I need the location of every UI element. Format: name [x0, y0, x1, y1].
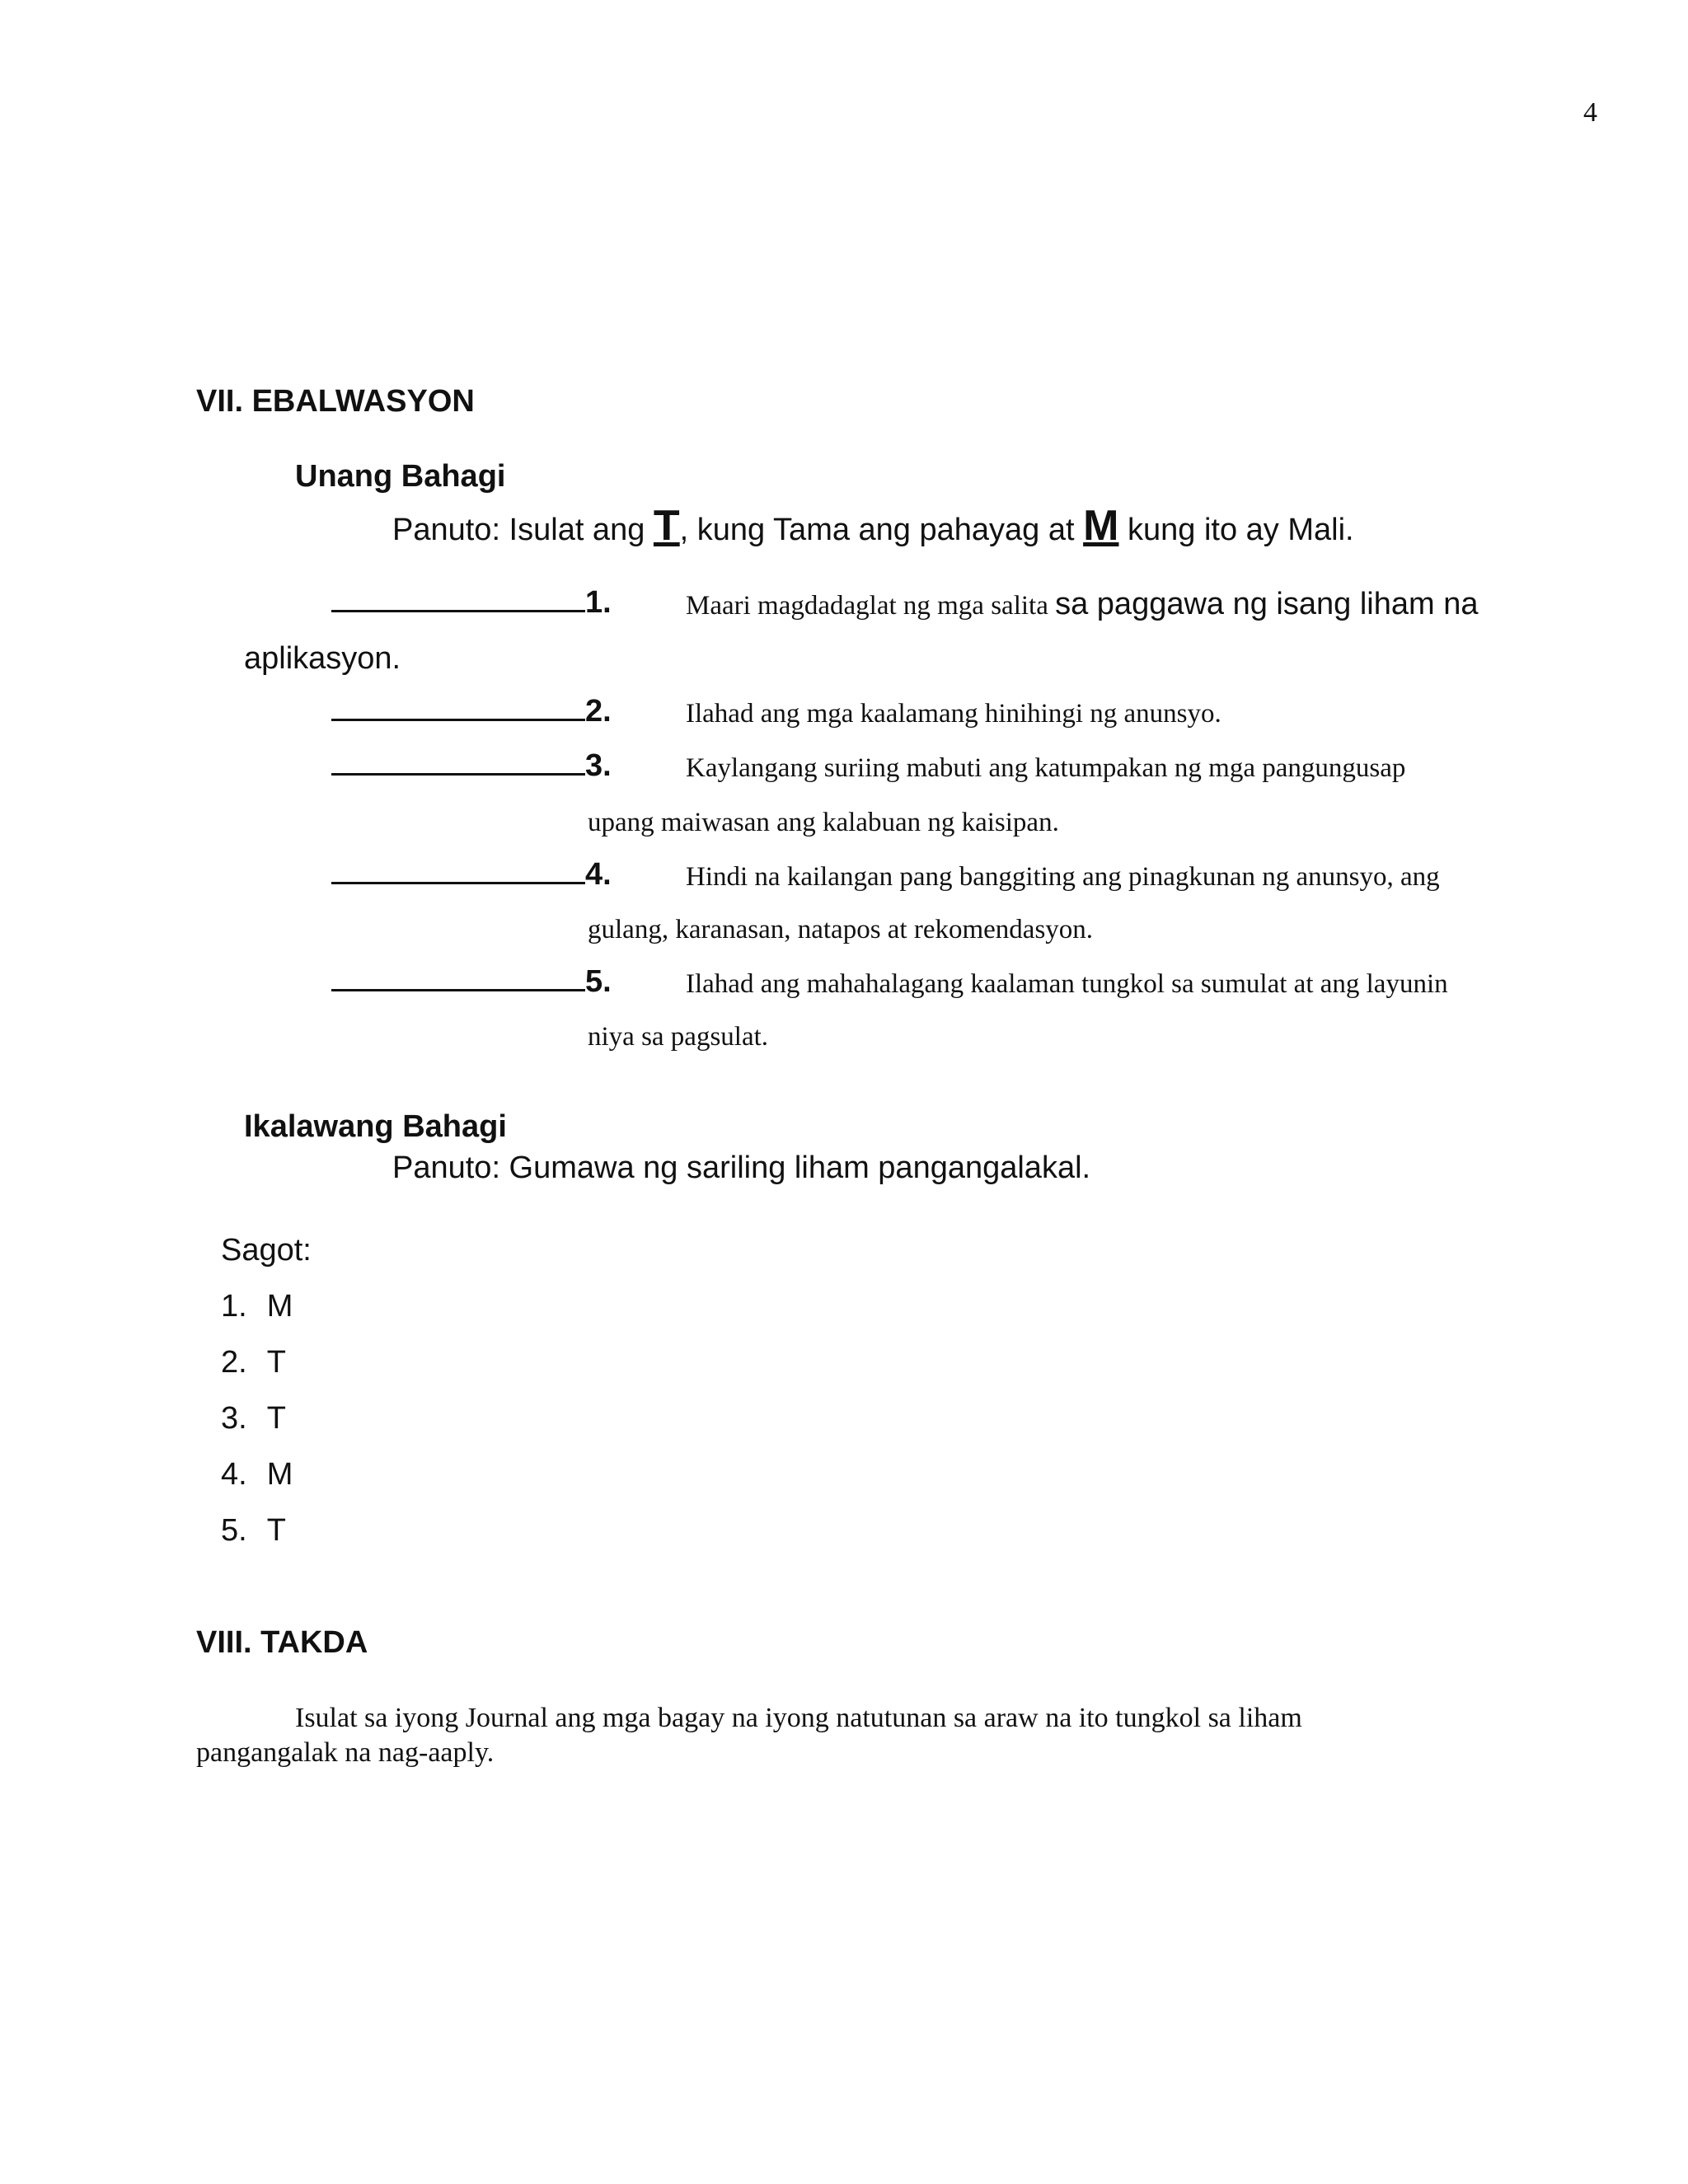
answer-item [221, 1457, 293, 1493]
answer-blank[interactable] [331, 609, 585, 612]
answer-number: 3. [221, 1401, 247, 1436]
item-number: 1. [585, 585, 612, 620]
item-text-serif: Maari magdadaglat ng mga salita [686, 591, 1056, 621]
part1-directions [392, 501, 1354, 551]
answers-label: Sagot: [221, 1233, 312, 1268]
answer-number: 2. [221, 1345, 247, 1380]
item-1-text [686, 587, 1478, 622]
answer-value: M [266, 1457, 293, 1492]
item-5 [331, 964, 612, 1000]
part2-directions: Panuto: Gumawa ng sariling liham pangangalakal. [392, 1151, 1091, 1185]
item-3-text: Kaylangang suriing mabuti ang katumpakan ng mga pangungusap [686, 753, 1406, 783]
page-number: 4 [1583, 97, 1597, 128]
answer-item [221, 1289, 293, 1324]
item-number: 3. [585, 748, 612, 783]
answer-number: 4. [221, 1457, 247, 1492]
item-5-continuation: niya sa pagsulat. [588, 1022, 769, 1052]
part2-title: Ikalawang Bahagi [244, 1109, 507, 1144]
part1-title: Unang Bahagi [295, 459, 506, 494]
answer-item [221, 1401, 286, 1436]
answer-number: 5. [221, 1513, 247, 1548]
item-1 [331, 585, 612, 621]
item-4-text: Hindi na kailangan pang banggiting ang pinagkunan ng anunsyo, ang [686, 862, 1440, 892]
answer-item [221, 1513, 286, 1549]
letter-t: T [653, 502, 680, 550]
item-1-continuation: aplikasyon. [244, 641, 401, 676]
item-number: 2. [585, 694, 612, 729]
answer-blank[interactable] [331, 881, 585, 884]
letter-m: M [1083, 502, 1119, 550]
answer-value: T [266, 1345, 286, 1380]
item-text-sans: sa paggawa ng isang liham na [1055, 587, 1479, 621]
item-4 [331, 857, 612, 893]
assignment-line-2: pangangalak na nag-aaply. [196, 1737, 495, 1768]
item-number: 4. [585, 857, 612, 892]
assignment-line-1: Isulat sa iyong Journal ang mga bagay na iyong natutunan sa araw na ito tungkol sa liham [295, 1703, 1302, 1733]
item-number: 5. [585, 964, 612, 999]
item-2 [331, 694, 612, 729]
answer-value: M [266, 1289, 293, 1324]
item-3 [331, 748, 612, 784]
directions-mid: , kung Tama ang pahayag at [679, 513, 1084, 547]
answer-value: T [266, 1513, 286, 1548]
item-4-continuation: gulang, karanasan, natapos at rekomendasyon. [588, 915, 1094, 944]
answer-value: T [266, 1401, 286, 1436]
answer-item [221, 1345, 286, 1380]
section-viii-heading: VIII. TAKDA [196, 1625, 368, 1660]
answer-blank[interactable] [331, 718, 585, 721]
item-5-text: Ilahad ang mahahalagang kaalaman tungkol sa sumulat at ang layunin [686, 969, 1448, 999]
directions-suffix: kung ito ay Mali. [1118, 513, 1354, 547]
section-vii-heading: VII. EBALWASYON [196, 384, 475, 419]
answer-number: 1. [221, 1289, 247, 1324]
directions-prefix: Panuto: Isulat ang [392, 513, 654, 547]
answer-blank[interactable] [331, 772, 585, 776]
answer-blank[interactable] [331, 988, 585, 991]
item-2-text: Ilahad ang mga kaalamang hinihingi ng anunsyo. [686, 699, 1221, 729]
item-3-continuation: upang maiwasan ang kalabuan ng kaisipan. [588, 808, 1059, 837]
